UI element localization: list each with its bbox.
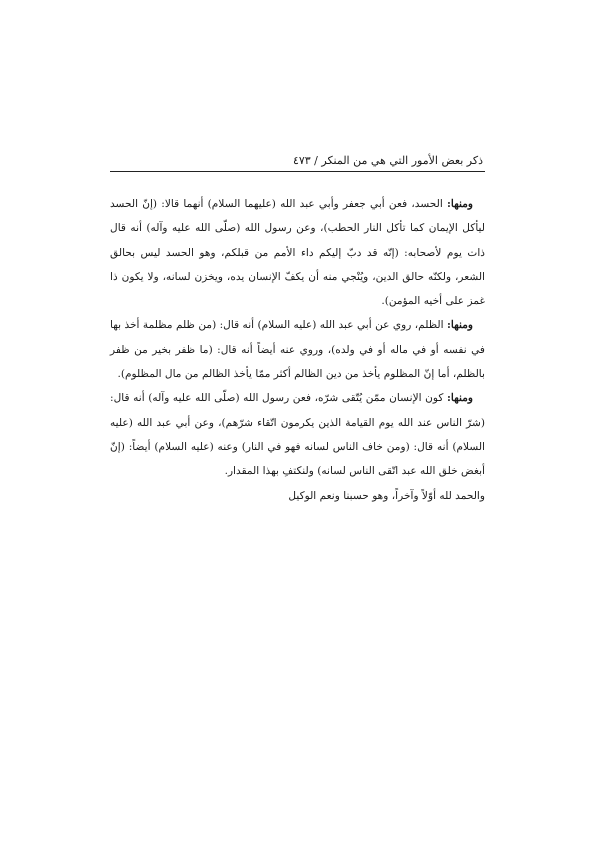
paragraph-text: كون الإنسان ممّن يُتّقى شرّه، فعن رسول الله (صلّى الله عليه وآله) أنه قال: (شرّ الناس عند الله يوم القيامة الذين يكرمون اتّقاء شرّهم)، وعن أبي عبد الله (عليه السلام) أنه قال: (ومن خاف الناس لسانه فهو في النار) وعنه (عليه السلام) أيضاً: (إنّ أبغض خلق الله عبد اتّقى الناس لسانه) ولنكتفِ بهذا المقدار. bbox=[110, 392, 485, 478]
closing-line: والحمد لله أوّلاً وآخراً، وهو حسبنا ونعم الوكيل bbox=[288, 489, 485, 502]
header-title: ذكر بعض الأمور التي هي من المنكر / ٤٧٣ bbox=[292, 154, 483, 167]
paragraph-oppression bbox=[110, 313, 485, 386]
running-header bbox=[110, 145, 485, 172]
book-page bbox=[110, 145, 485, 508]
paragraph-envy bbox=[110, 192, 485, 313]
paragraph-lead: ومنها: bbox=[446, 198, 473, 210]
paragraph-text: الظلم، روي عن أبي عبد الله (عليه السلام) أنه قال: (من ظلم مظلمة أخذ بها في نفسه أو في ماله أو في ولده)، وروي عنه أيضاً أنه قال: (ما ظفر بخير من ظفر بالظلم، أما إنّ المظلوم يأخذ من دين الظالم أكثر ممّا يأخذ الظالم من مال المظلوم). bbox=[110, 319, 485, 381]
paragraph-lead: ومنها: bbox=[446, 319, 473, 332]
paragraph-lead: ومنها: bbox=[446, 392, 473, 405]
paragraph-feared bbox=[110, 386, 485, 483]
paragraph-text: الحسد، فعن أبي جعفر وأبي عبد الله (عليهما السلام) أنهما قالا: (إنّ الحسد ليأكل الإيمان كما تأكل النار الحطب)، وعن رسول الله (صلّى الله عليه وآله) أنه قال ذات يوم لأصحابه: (إنّه قد دبّ إليكم داء الأمم من قبلكم، وهو الحسد ليس بحالق الشعر، ولكنّه حالق الدين، ويُنْجي منه أن يكفّ الإنسان يده، ويخزن لسانه، ولا يكون ذا غمز على أخيه المؤمن). bbox=[110, 198, 485, 308]
body-text bbox=[110, 192, 485, 508]
